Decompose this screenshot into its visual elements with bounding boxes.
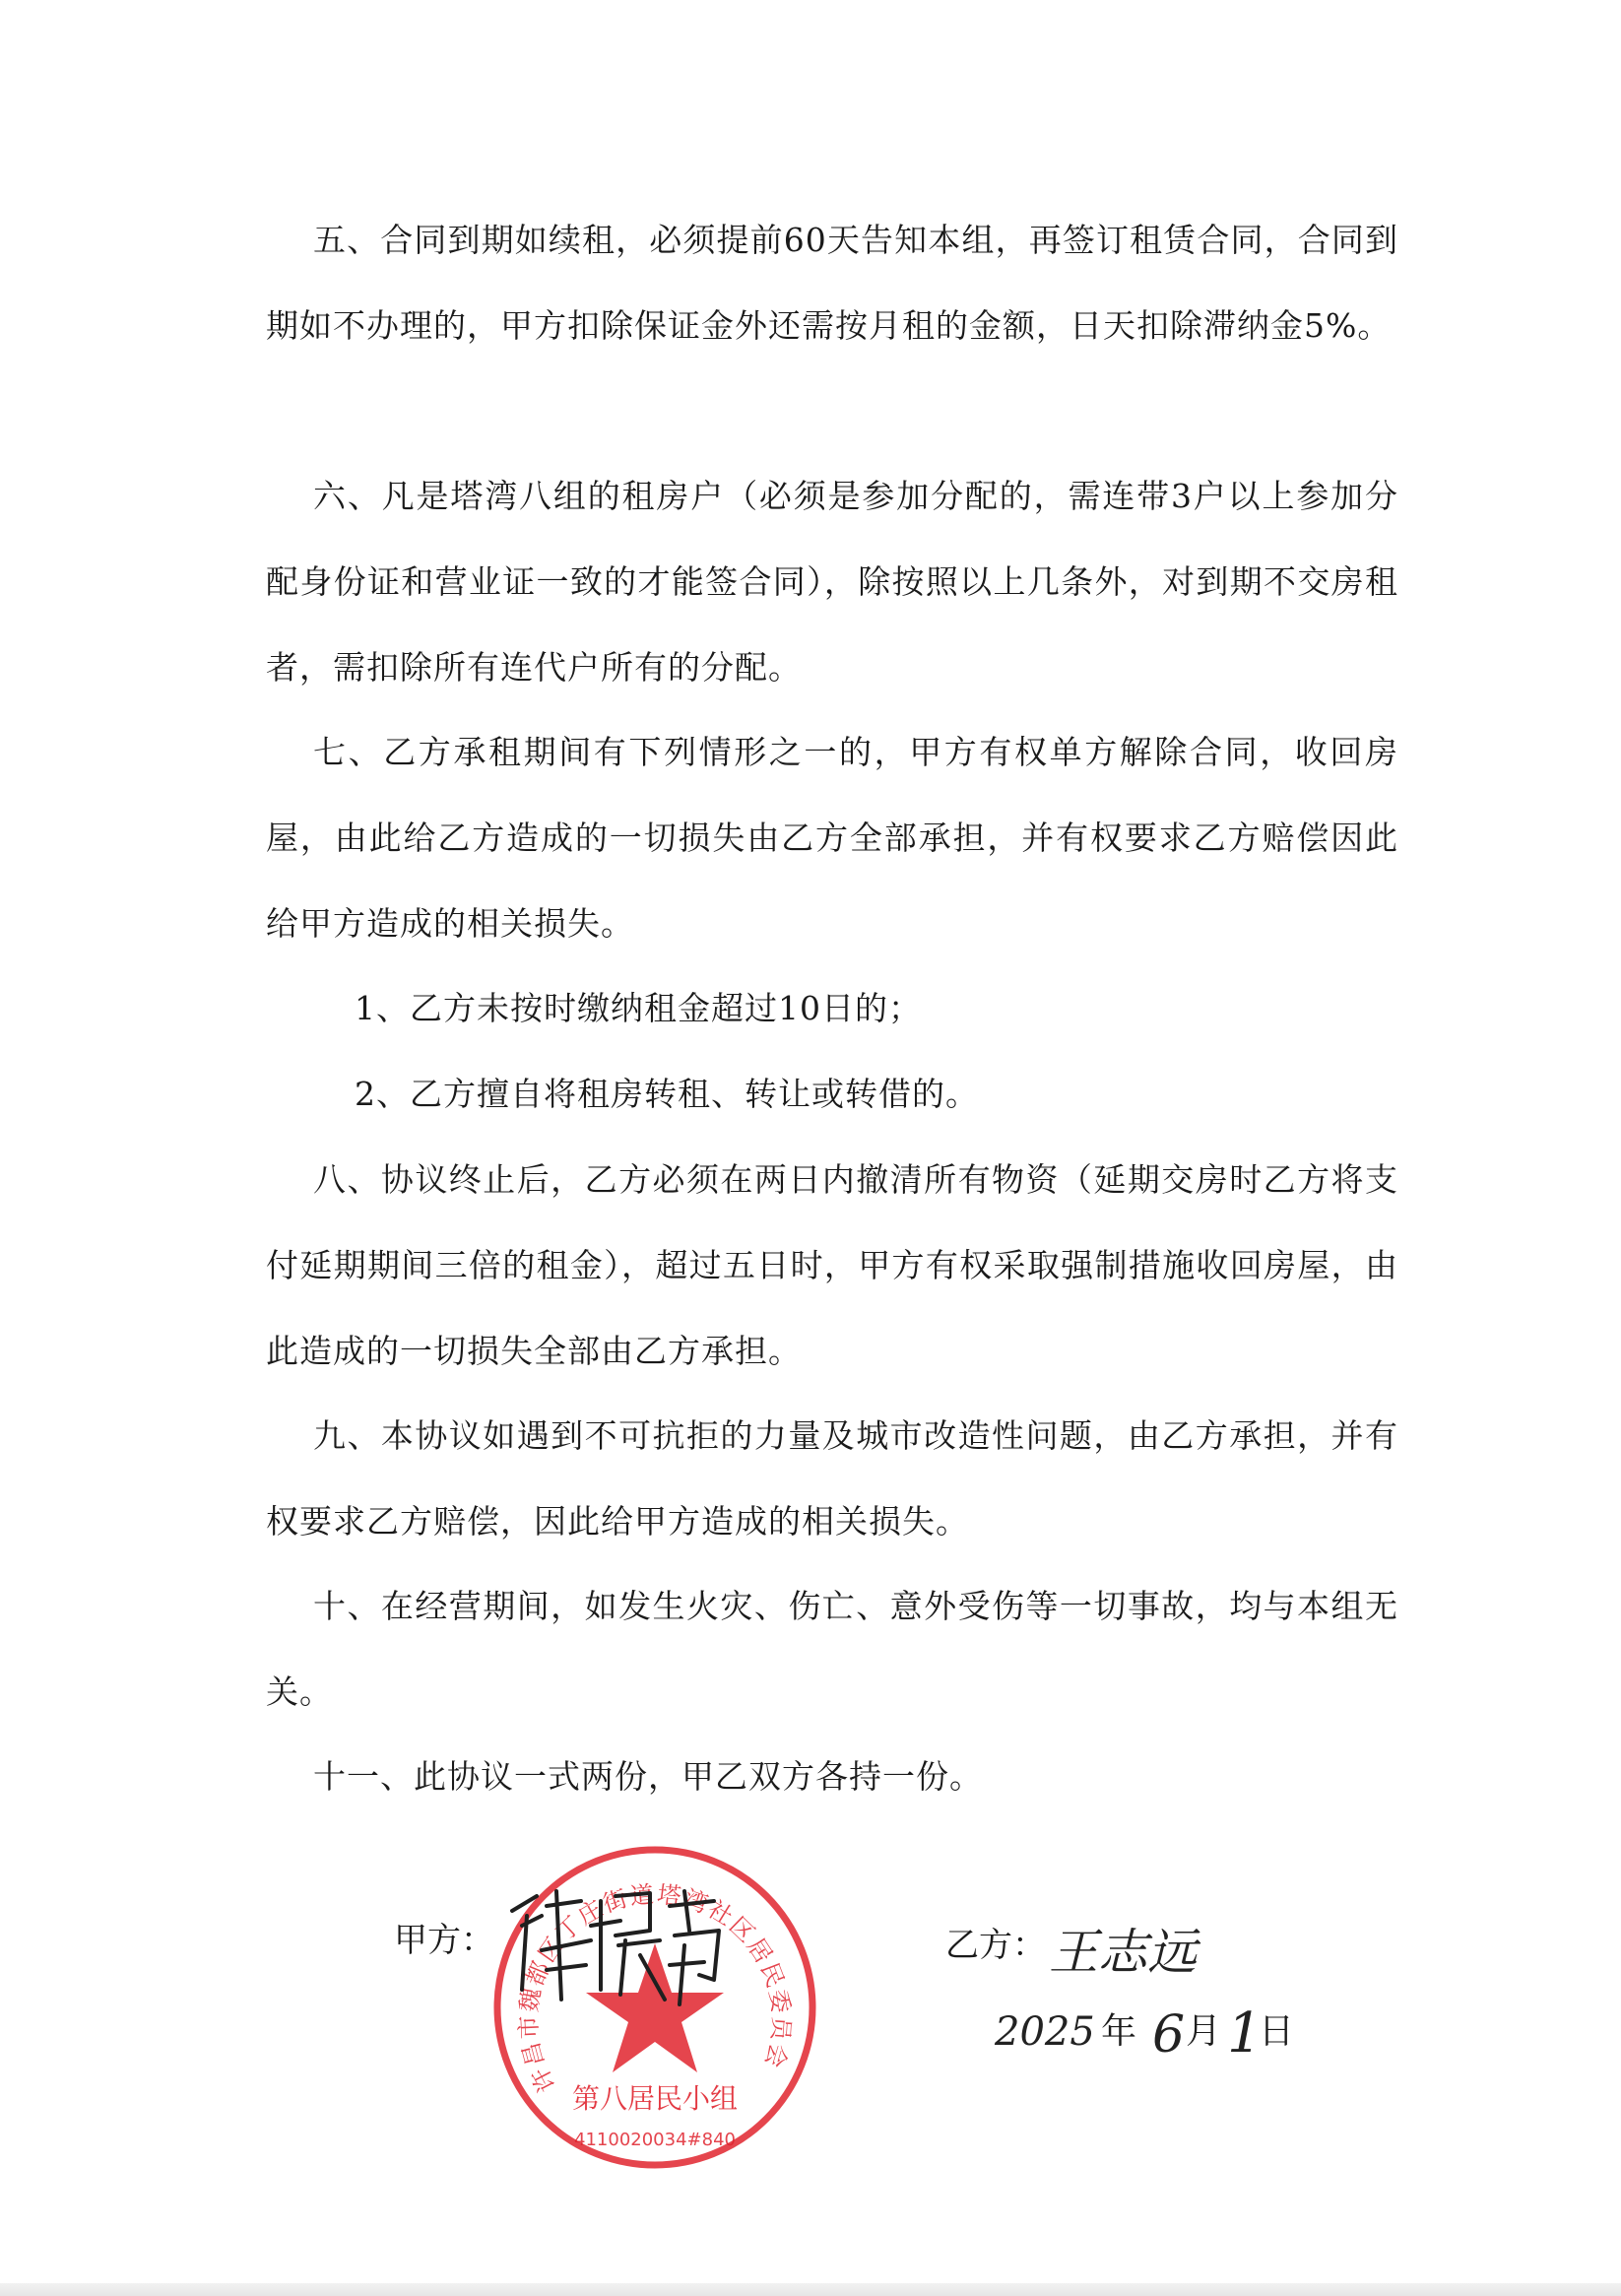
party-b-label: 乙方： <box>945 1926 1046 1965</box>
date-year: 2025 <box>995 2009 1095 2055</box>
date-day-unit: 日 <box>1259 2011 1295 2052</box>
seal-ring-text: 许昌市魏都区丁庄街道塔湾社区居民委员会 <box>514 1880 796 2097</box>
clause-8: 八、协议终止后，乙方必须在两日内撤清所有物资（延期交房时乙方将支付延期期间三倍的租金），超过五日时，甲方有权采取强制措施收回房屋，由此造成的一切损失全部由乙方承担。 <box>266 1160 1398 1370</box>
party-a-label: 甲方： <box>394 1921 494 1960</box>
seal-code-text: 4110020034#840 <box>574 2130 736 2150</box>
party-b-name: 王志远 <box>1049 1924 1197 1981</box>
party-a-signature <box>502 1871 729 2019</box>
date-year-unit: 年 <box>1101 2011 1137 2052</box>
clause-5: 五、合同到期如续租，必须提前60天告知本组，再签订租赁合同，合同到期如不办理的，甲方扣除保证金外还需按月租的金额，日天扣除滞纳金5%。 <box>266 221 1398 345</box>
clause-10: 十、在经营期间，如发生火灾、伤亡、意外受伤等一切事故，均与本组无关。 <box>266 1587 1398 1711</box>
seal-center-text: 第八居民小组 <box>571 2082 739 2115</box>
clause-7-item-2: 2、乙方擅自将租房转租、转让或转借的。 <box>355 1075 979 1113</box>
scan-edge <box>0 2283 1621 2296</box>
clause-7-item-1: 1、乙方未按时缴纳租金超过10日的； <box>355 989 922 1027</box>
clause-6: 六、凡是塔湾八组的租房户（必须是参加分配的，需连带3户以上参加分配身份证和营业证一致的才能签合同），除按照以上几条外，对到期不交房租者，需扣除所有连代户所有的分配。 <box>266 477 1398 687</box>
date-month: 6 <box>1152 2005 1186 2065</box>
clause-7: 七、乙方承租期间有下列情形之一的，甲方有权单方解除合同，收回房屋，由此给乙方造成的一切损失由乙方全部承担，并有权要求乙方赔偿因此给甲方造成的相关损失。 <box>266 733 1398 943</box>
clause-11: 十一、此协议一式两份，甲乙双方各持一份。 <box>313 1757 983 1796</box>
date-month-unit: 月 <box>1186 2011 1222 2052</box>
date-day: 1 <box>1227 2001 1263 2066</box>
clause-9: 九、本协议如遇到不可抗拒的力量及城市改造性问题，由乙方承担，并有权要求乙方赔偿，因此给甲方造成的相关损失。 <box>266 1416 1398 1541</box>
